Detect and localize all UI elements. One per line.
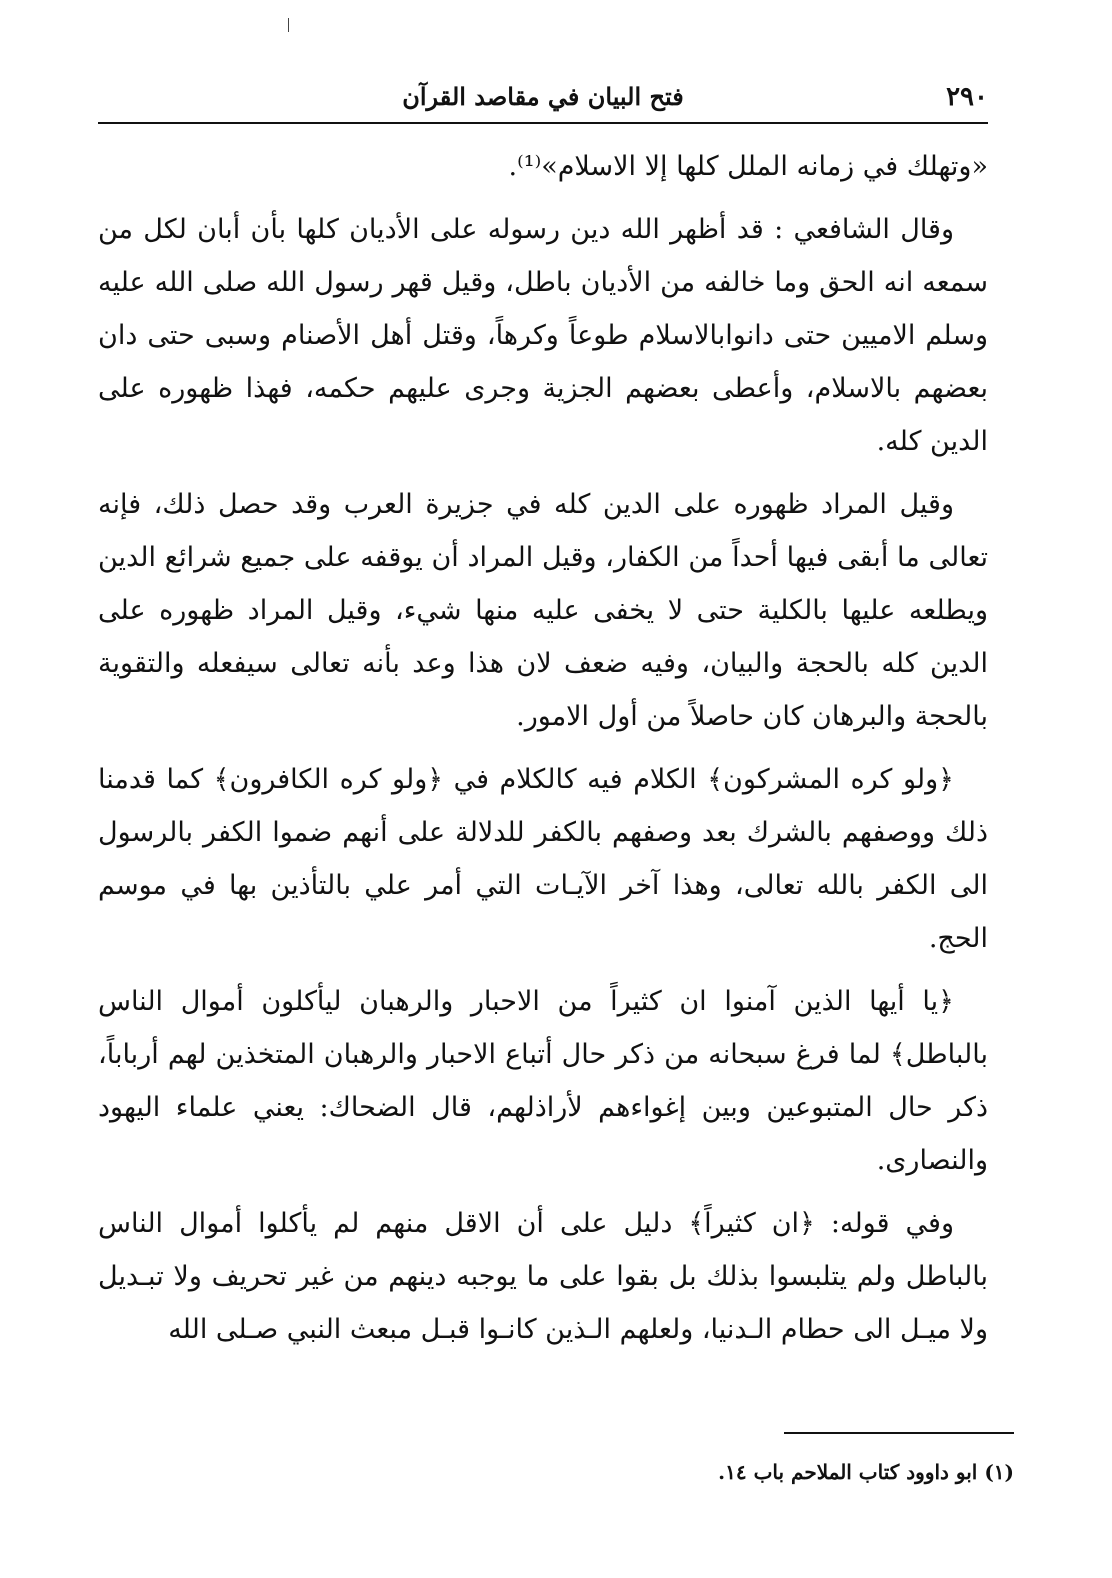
page-number: ٢٩٠ [946, 82, 988, 112]
footnote-divider [784, 1432, 1014, 1434]
paragraph-2: وقال الشافعي : قد أظهر الله دين رسوله على الأديان كلها بأن أبان لكل من سمعه انه الحق وما خالفه من الأديان باطل، وقيل قهر رسول الله صلى الله عليه وسلم الاميين حتى دانوابالاسلام طوعاً وكرهاً، وقتل أهل الأصنام وسبى حتى دان بعضهم بالاسلام، وأعطى بعضهم الجزية وجرى عليهم حكمه، فهذا ظهوره على الدين كله. [98, 214, 988, 457]
paragraph-4: ﴿ولو كره المشركون﴾ الكلام فيه كالكلام في ﴿ولو كره الكافرون﴾ كما قدمنا ذلك ووصفهم بالشرك بعد وصفهم بالكفر للدلالة على أنهم ضموا الكفر بالرسول الى الكفر بالله تعالى، وهذا آخر الآيـات التي أمر علي بالتأذين بها في موسم الحج. [98, 764, 988, 954]
footnote: (١) ابو داوود كتاب الملاحم باب ١٤. [718, 1460, 1014, 1484]
scan-mark [288, 18, 289, 32]
main-text [98, 140, 988, 1366]
paragraph-3: وقيل المراد ظهوره على الدين كله في جزيرة العرب وقد حصل ذلك، فإنه تعالى ما أبقى فيها أحداً من الكفار، وقيل المراد أن يوقفه على جميع شرائع الدين ويطلعه عليها بالكلية حتى لا يخفى عليه منها شيء، وقيل المراد ظهوره على الدين كله بالحجة والبيان، وفيه ضعف لان هذا وعد بأنه تعالى سيفعله والتقوية بالحجة والبرهان كان حاصلاً من أول الامور. [98, 489, 988, 732]
paragraph-6: وفي قوله: ﴿ان كثيراً﴾ دليل على أن الاقل منهم لم يأكلوا أموال الناس بالباطل ولم يتلبسوا بذلك بل بقوا على ما يوجبه دينهم من غير تحريف ولا تبـديل ولا ميـل الى حطام الـدنيا، ولعلهم الـذين كانـوا قبـل مبعث النبي صـلى الله [98, 1208, 988, 1345]
page-header [98, 62, 988, 124]
paragraph-5: ﴿يا أيها الذين آمنوا ان كثيراً من الاحبار والرهبان ليأكلون أموال الناس بالباطل﴾ لما فرغ سبحانه من ذكر حال أتباع الاحبار والرهبان المتخذين لهم أرباباً، ذكر حال المتبوعين وبين إغواءهم لأراذلهم، قال الضحاك: يعني علماء اليهود والنصارى. [98, 986, 988, 1176]
running-title: فتح البيان في مقاصد القرآن [402, 82, 684, 111]
paragraph-1: «وتهلك في زمانه الملل كلها إلا الاسلام»⁽¹⁾. [508, 151, 988, 182]
